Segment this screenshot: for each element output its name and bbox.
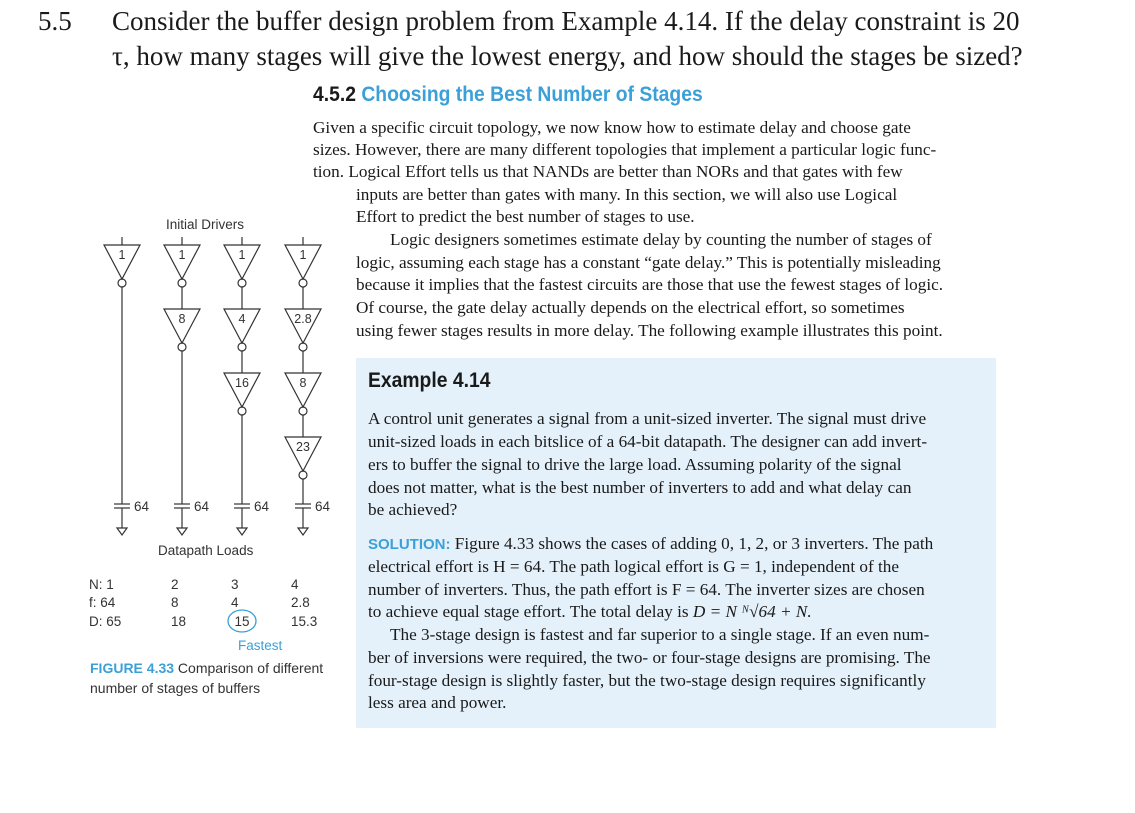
solution-line-1 (368, 533, 933, 557)
col3-stage2-size: 4 (238, 312, 246, 326)
section-line-10: using fewer stages results in more delay. The following example illustrates this point. (356, 321, 943, 340)
col4-driver-size: 1 (299, 248, 307, 262)
col4-stage2-size: 2.8 (294, 312, 312, 326)
problem-text-line-2: τ, how many stages will give the lowest energy, and how should the stages be sized? (112, 41, 1023, 71)
row-n-col4: 4 (291, 577, 299, 592)
example-line-2: unit-sized loads in each bitslice of a 64-bit datapath. The designer can add invert- (368, 432, 928, 451)
section-line-5: Effort to predict the best number of stages to use. (356, 207, 695, 226)
col3-ground-icon (237, 528, 247, 535)
para2-line-3: four-stage design is slightly faster, but the two-stage design requires significantly (368, 671, 926, 690)
example-line-1: A control unit generates a signal from a unit-sized inverter. The signal must drive (368, 409, 927, 428)
row-f-col2: 8 (171, 595, 179, 610)
figure-caption-line-1 (90, 660, 323, 676)
col1-load-label: 64 (134, 499, 150, 514)
problem-text-line-1: Consider the buffer design problem from Example 4.14. If the delay constraint is 20 (112, 6, 1020, 36)
col3-driver-size: 1 (238, 248, 246, 262)
section-line-8: because it implies that the fastest circuits are those that use the fewest stages of logic. (356, 275, 944, 294)
initial-drivers-label: Initial Drivers (166, 217, 245, 232)
row-n-col2: 2 (171, 577, 179, 592)
figure-caption-line-2: number of stages of buffers (90, 680, 261, 696)
para2-line-4: less area and power. (368, 693, 507, 712)
col1-ground-icon (117, 528, 127, 535)
solution-label: SOLUTION: (368, 536, 451, 553)
row-d-col3: 15 (234, 614, 250, 629)
col4-stage4-size: 23 (296, 440, 310, 454)
section-line-3: tion. Logical Effort tells us that NANDs are better than NORs and that gates with few (313, 162, 903, 181)
row-f-col4: 2.8 (291, 595, 310, 610)
col1-driver-size: 1 (118, 248, 126, 262)
example-line-4: does not matter, what is the best number of inverters to add and what delay can (368, 478, 912, 497)
col3-stage3-size: 16 (235, 376, 249, 390)
section-line-2: sizes. However, there are many different topologies that implement a particular logic func- (313, 140, 937, 159)
para2-line-1: The 3-stage design is fastest and far superior to a single stage. If an even num- (390, 625, 930, 644)
figure-caption-label: FIGURE 4.33 (90, 660, 175, 676)
para2-line-2: ber of inversions were required, the two- or four-stage designs are promising. The (368, 648, 931, 667)
col2-driver-size: 1 (178, 248, 186, 262)
solution-line-3: number of inverters. Thus, the path effort is F = 64. The inverter sizes are chosen (368, 580, 925, 599)
section-line-9: Of course, the gate delay actually depends on the electrical effort, so sometimes (356, 298, 905, 317)
row-f-col1: f: 64 (89, 595, 116, 610)
section-heading (313, 83, 703, 107)
section-line-1: Given a specific circuit topology, we now know how to estimate delay and choose gate (313, 118, 911, 137)
solution-line-4 (368, 601, 812, 624)
solution-text-4: to achieve equal stage effort. The total delay is (368, 602, 693, 621)
row-f-col3: 4 (231, 595, 239, 610)
datapath-loads-label: Datapath Loads (158, 543, 254, 558)
solution-text-1: Figure 4.33 shows the cases of adding 0, 1, 2, or 3 inverters. The path (450, 534, 934, 553)
section-line-4: inputs are better than gates with many. In this section, we will also use Logical (356, 185, 898, 204)
col2-ground-icon (177, 528, 187, 535)
col2-stage2-size: 8 (178, 312, 186, 326)
solution-line-2: electrical effort is H = 64. The path logical effort is G = 1, independent of the (368, 557, 900, 576)
row-n-col1: N: 1 (89, 577, 114, 592)
delay-formula: D = N ᴺ√64 + N. (692, 602, 812, 621)
figure-caption-text-1: Comparison of different (174, 660, 324, 676)
row-d-col1: D: 65 (89, 614, 122, 629)
example-line-5: be achieved? (368, 500, 458, 519)
row-d-col2: 18 (171, 614, 187, 629)
col4-stage3-size: 8 (299, 376, 307, 390)
col3-load-label: 64 (254, 499, 270, 514)
example-title: Example 4.14 (368, 369, 491, 392)
fastest-label: Fastest (238, 638, 283, 653)
problem-number: 5.5 (38, 6, 72, 36)
example-line-3: ers to buffer the signal to drive the large load. Assuming polarity of the signal (368, 455, 902, 474)
col2-load-label: 64 (194, 499, 210, 514)
row-n-col3: 3 (231, 577, 239, 592)
buffer-stages-figure (0, 0, 350, 700)
section-line-6: Logic designers sometimes estimate delay by counting the number of stages of (390, 230, 932, 249)
section-title: Choosing the Best Number of Stages (361, 83, 703, 106)
col4-ground-icon (298, 528, 308, 535)
section-number: 4.5.2 (313, 83, 356, 106)
section-line-7: logic, assuming each stage has a constant “gate delay.” This is potentially misleading (356, 253, 941, 272)
col4-load-label: 64 (315, 499, 331, 514)
row-d-col4: 15.3 (291, 614, 318, 629)
